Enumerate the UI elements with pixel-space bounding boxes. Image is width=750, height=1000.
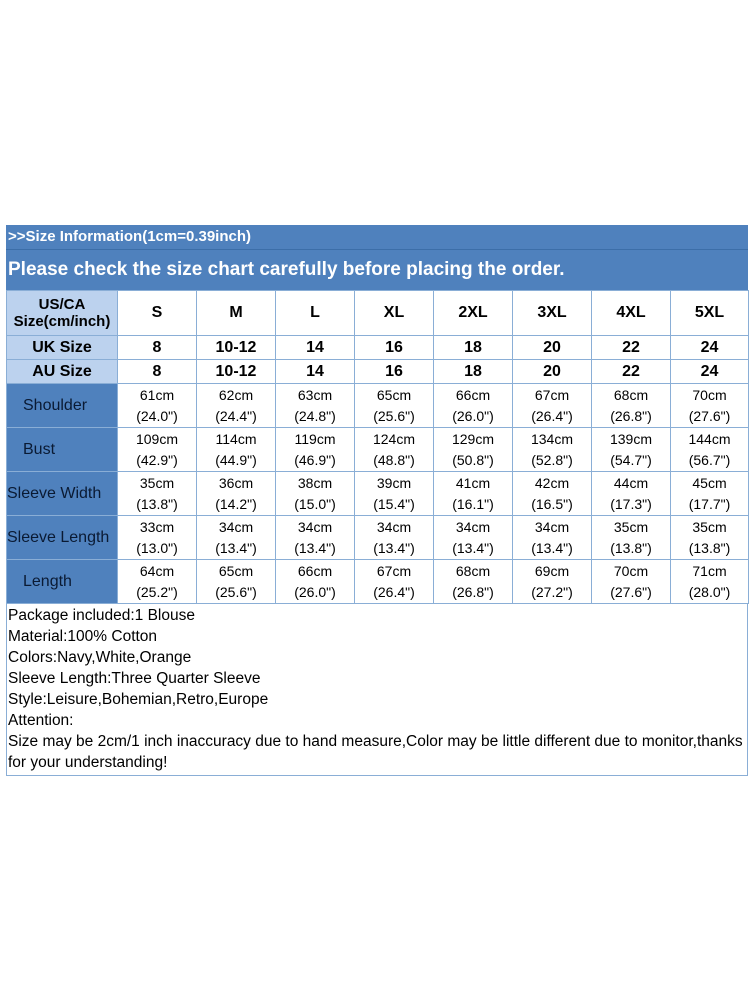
note-line: Size may be 2cm/1 inch inaccuracy due to hand measure,Color may be little different due to monitor,thanks for your understanding! xyxy=(8,733,743,771)
measurement-inch: (16.1") xyxy=(452,495,494,512)
measurement-cell xyxy=(671,428,749,472)
note-line: Attention: xyxy=(8,712,74,729)
measurement-cell xyxy=(513,428,592,472)
measurement-cell xyxy=(276,472,355,516)
us-ca-label-line: US/CA xyxy=(38,296,86,313)
size-column-header: L xyxy=(276,291,355,336)
measurement-label xyxy=(7,384,118,428)
measurement-inch: (13.0") xyxy=(136,539,178,556)
au-size-value: 24 xyxy=(671,360,749,384)
au-size-value: 20 xyxy=(513,360,592,384)
measurement-cm: 67cm xyxy=(534,386,570,403)
size-column-header: 5XL xyxy=(671,291,749,336)
uk-size-value: 8 xyxy=(118,336,197,360)
measurement-cell xyxy=(118,472,197,516)
measurement-cell xyxy=(592,560,671,604)
measurement-cell xyxy=(197,516,276,560)
measurement-cm: 34cm xyxy=(218,518,254,535)
measurement-inch: (50.8") xyxy=(452,451,494,468)
measurement-cell xyxy=(355,516,434,560)
measurement-cm: 70cm xyxy=(613,562,649,579)
uk-size-value: 18 xyxy=(434,336,513,360)
measurement-cell xyxy=(118,560,197,604)
measurement-label-text: Sleeve Length xyxy=(7,529,110,546)
size-column-header: S xyxy=(118,291,197,336)
measurement-cell xyxy=(513,384,592,428)
measurement-cm: 64cm xyxy=(139,562,175,579)
size-column-header: 4XL xyxy=(592,291,671,336)
measurement-cm: 144cm xyxy=(688,430,731,447)
measurement-label-text: Length xyxy=(23,573,72,590)
measurement-cell xyxy=(592,516,671,560)
measurement-cell xyxy=(671,560,749,604)
uk-size-row xyxy=(7,336,749,360)
au-size-label: AU Size xyxy=(7,360,118,384)
measurement-cell xyxy=(434,384,513,428)
measurement-cm: 65cm xyxy=(218,562,254,579)
measurement-cell xyxy=(197,384,276,428)
measurement-inch: (27.2") xyxy=(531,583,573,600)
measurement-cell xyxy=(118,428,197,472)
measurement-cm: 134cm xyxy=(530,430,574,447)
measurement-inch: (27.6") xyxy=(688,407,731,424)
measurement-inch: (13.8") xyxy=(688,539,731,556)
size-check-notice: Please check the size chart carefully before placing the order. xyxy=(6,249,748,290)
size-column-header: M xyxy=(197,291,276,336)
measurement-row xyxy=(7,516,749,560)
au-size-value: 16 xyxy=(355,360,434,384)
uk-size-value: 24 xyxy=(671,336,749,360)
measurement-cell xyxy=(592,472,671,516)
measurement-cm: 71cm xyxy=(692,562,727,579)
au-size-row xyxy=(7,360,749,384)
measurement-cm: 119cm xyxy=(294,430,336,447)
measurement-cell xyxy=(434,516,513,560)
measurement-inch: (26.4") xyxy=(373,583,415,600)
measurement-cm: 34cm xyxy=(455,518,491,535)
measurement-cm: 35cm xyxy=(139,474,175,491)
measurement-inch: (13.4") xyxy=(373,539,415,556)
measurement-inch: (25.6") xyxy=(215,583,257,600)
measurement-row xyxy=(7,560,749,604)
measurement-inch: (26.8") xyxy=(610,407,652,424)
measurement-cell xyxy=(118,384,197,428)
measurement-cm: 41cm xyxy=(455,474,491,491)
measurement-inch: (13.4") xyxy=(452,539,494,556)
measurement-inch: (42.9") xyxy=(136,451,178,468)
measurement-cell xyxy=(592,428,671,472)
measurement-label-text: Bust xyxy=(23,441,56,458)
measurement-cell xyxy=(276,428,355,472)
measurement-cell xyxy=(197,472,276,516)
measurement-inch: (24.0") xyxy=(136,407,178,424)
size-column-header: 2XL xyxy=(434,291,513,336)
measurement-cm: 66cm xyxy=(455,386,491,403)
measurement-cell xyxy=(592,384,671,428)
measurement-inch: (56.7") xyxy=(688,451,731,468)
uk-size-value: 16 xyxy=(355,336,434,360)
measurement-cm: 65cm xyxy=(376,386,412,403)
measurement-inch: (13.4") xyxy=(215,539,257,556)
measurement-cell xyxy=(671,472,749,516)
measurement-cell xyxy=(513,560,592,604)
measurement-label xyxy=(7,428,118,472)
measurement-label-text: Sleeve Width xyxy=(7,485,102,502)
measurement-cell xyxy=(434,428,513,472)
measurement-cell xyxy=(671,384,749,428)
measurement-cell xyxy=(197,560,276,604)
size-header-row xyxy=(7,291,749,336)
measurement-cm: 62cm xyxy=(218,386,254,403)
measurement-inch: (13.4") xyxy=(531,539,573,556)
measurement-cm: 39cm xyxy=(376,474,412,491)
measurement-cell xyxy=(276,384,355,428)
measurement-row xyxy=(7,384,749,428)
size-column-header: XL xyxy=(355,291,434,336)
measurement-cell xyxy=(671,516,749,560)
measurement-label xyxy=(7,472,118,516)
measurement-cell xyxy=(118,516,197,560)
measurement-inch: (26.0") xyxy=(294,583,336,600)
measurement-inch: (54.7") xyxy=(610,451,652,468)
note-line: Style:Leisure,Bohemian,Retro,Europe xyxy=(8,691,269,708)
measurement-inch: (25.6") xyxy=(373,407,415,424)
measurement-cell xyxy=(276,516,355,560)
measurement-inch: (15.4") xyxy=(373,495,415,512)
measurement-cm: 63cm xyxy=(297,386,333,403)
size-info-heading: >>Size Information(1cm=0.39inch) xyxy=(6,225,748,249)
measurement-cell xyxy=(355,560,434,604)
product-notes xyxy=(6,604,748,776)
measurement-cell xyxy=(355,472,434,516)
size-column-header: 3XL xyxy=(513,291,592,336)
uk-size-value: 22 xyxy=(592,336,671,360)
uk-size-value: 14 xyxy=(276,336,355,360)
measurement-cm: 109cm xyxy=(135,430,179,447)
uk-size-label: UK Size xyxy=(7,336,118,360)
measurement-inch: (48.8") xyxy=(373,451,415,468)
measurement-row xyxy=(7,428,749,472)
measurement-inch: (14.2") xyxy=(215,495,257,512)
size-table xyxy=(6,290,749,604)
measurement-cell xyxy=(355,384,434,428)
measurement-row xyxy=(7,472,749,516)
measurement-cm: 45cm xyxy=(692,474,727,491)
measurement-inch: (26.8") xyxy=(452,583,494,600)
measurement-inch: (26.0") xyxy=(452,407,494,424)
measurement-inch: (25.2") xyxy=(136,583,178,600)
au-size-value: 22 xyxy=(592,360,671,384)
measurement-cm: 36cm xyxy=(218,474,254,491)
measurement-inch: (28.0") xyxy=(688,583,731,600)
measurement-cm: 34cm xyxy=(297,518,333,535)
measurement-cm: 124cm xyxy=(372,430,416,447)
measurement-inch: (13.8") xyxy=(610,539,652,556)
size-chart xyxy=(6,225,748,776)
measurement-inch: (26.4") xyxy=(531,407,573,424)
measurement-inch: (24.4") xyxy=(215,407,257,424)
measurement-cm: 69cm xyxy=(534,562,570,579)
measurement-cell xyxy=(434,560,513,604)
us-ca-label-line: Size(cm/inch) xyxy=(13,313,111,330)
note-line: Sleeve Length:Three Quarter Sleeve xyxy=(8,670,261,687)
measurement-inch: (46.9") xyxy=(294,451,336,468)
measurement-cm: 68cm xyxy=(613,386,649,403)
measurement-inch: (27.6") xyxy=(610,583,652,600)
us-ca-size-label xyxy=(7,291,118,336)
note-line: Colors:Navy,White,Orange xyxy=(8,649,192,666)
au-size-value: 14 xyxy=(276,360,355,384)
measurement-inch: (13.8") xyxy=(136,495,178,512)
measurement-cell xyxy=(355,428,434,472)
au-size-value: 10-12 xyxy=(197,360,276,384)
measurement-cm: 34cm xyxy=(376,518,412,535)
measurement-cm: 44cm xyxy=(613,474,649,491)
measurement-inch: (24.8") xyxy=(294,407,336,424)
measurement-inch: (13.4") xyxy=(294,539,336,556)
measurement-cm: 139cm xyxy=(609,430,653,447)
measurement-label xyxy=(7,516,118,560)
measurement-cell xyxy=(276,560,355,604)
au-size-value: 8 xyxy=(118,360,197,384)
measurement-cm: 61cm xyxy=(139,386,175,403)
measurement-cm: 114cm xyxy=(215,430,257,447)
measurement-inch: (15.0") xyxy=(294,495,336,512)
measurement-cm: 67cm xyxy=(376,562,412,579)
measurement-label-text: Shoulder xyxy=(23,397,88,414)
measurement-cell xyxy=(513,516,592,560)
measurement-cm: 33cm xyxy=(139,518,175,535)
measurement-cm: 35cm xyxy=(692,518,727,535)
measurement-cm: 66cm xyxy=(297,562,333,579)
measurement-cm: 68cm xyxy=(455,562,491,579)
measurement-cm: 38cm xyxy=(297,474,333,491)
measurement-inch: (52.8") xyxy=(531,451,573,468)
note-line: Material:100% Cotton xyxy=(8,628,158,645)
uk-size-value: 10-12 xyxy=(197,336,276,360)
measurement-cm: 34cm xyxy=(534,518,570,535)
measurement-cm: 70cm xyxy=(692,386,727,403)
measurement-inch: (17.7") xyxy=(688,495,731,512)
measurement-label xyxy=(7,560,118,604)
measurement-cell xyxy=(513,472,592,516)
measurement-inch: (16.5") xyxy=(531,495,573,512)
au-size-value: 18 xyxy=(434,360,513,384)
measurement-inch: (17.3") xyxy=(610,495,652,512)
measurement-cm: 129cm xyxy=(451,430,495,447)
measurement-cell xyxy=(434,472,513,516)
uk-size-value: 20 xyxy=(513,336,592,360)
measurement-cm: 42cm xyxy=(534,474,570,491)
measurement-cm: 35cm xyxy=(613,518,649,535)
measurement-cell xyxy=(197,428,276,472)
note-line: Package included:1 Blouse xyxy=(8,607,195,624)
measurement-inch: (44.9") xyxy=(215,451,257,468)
